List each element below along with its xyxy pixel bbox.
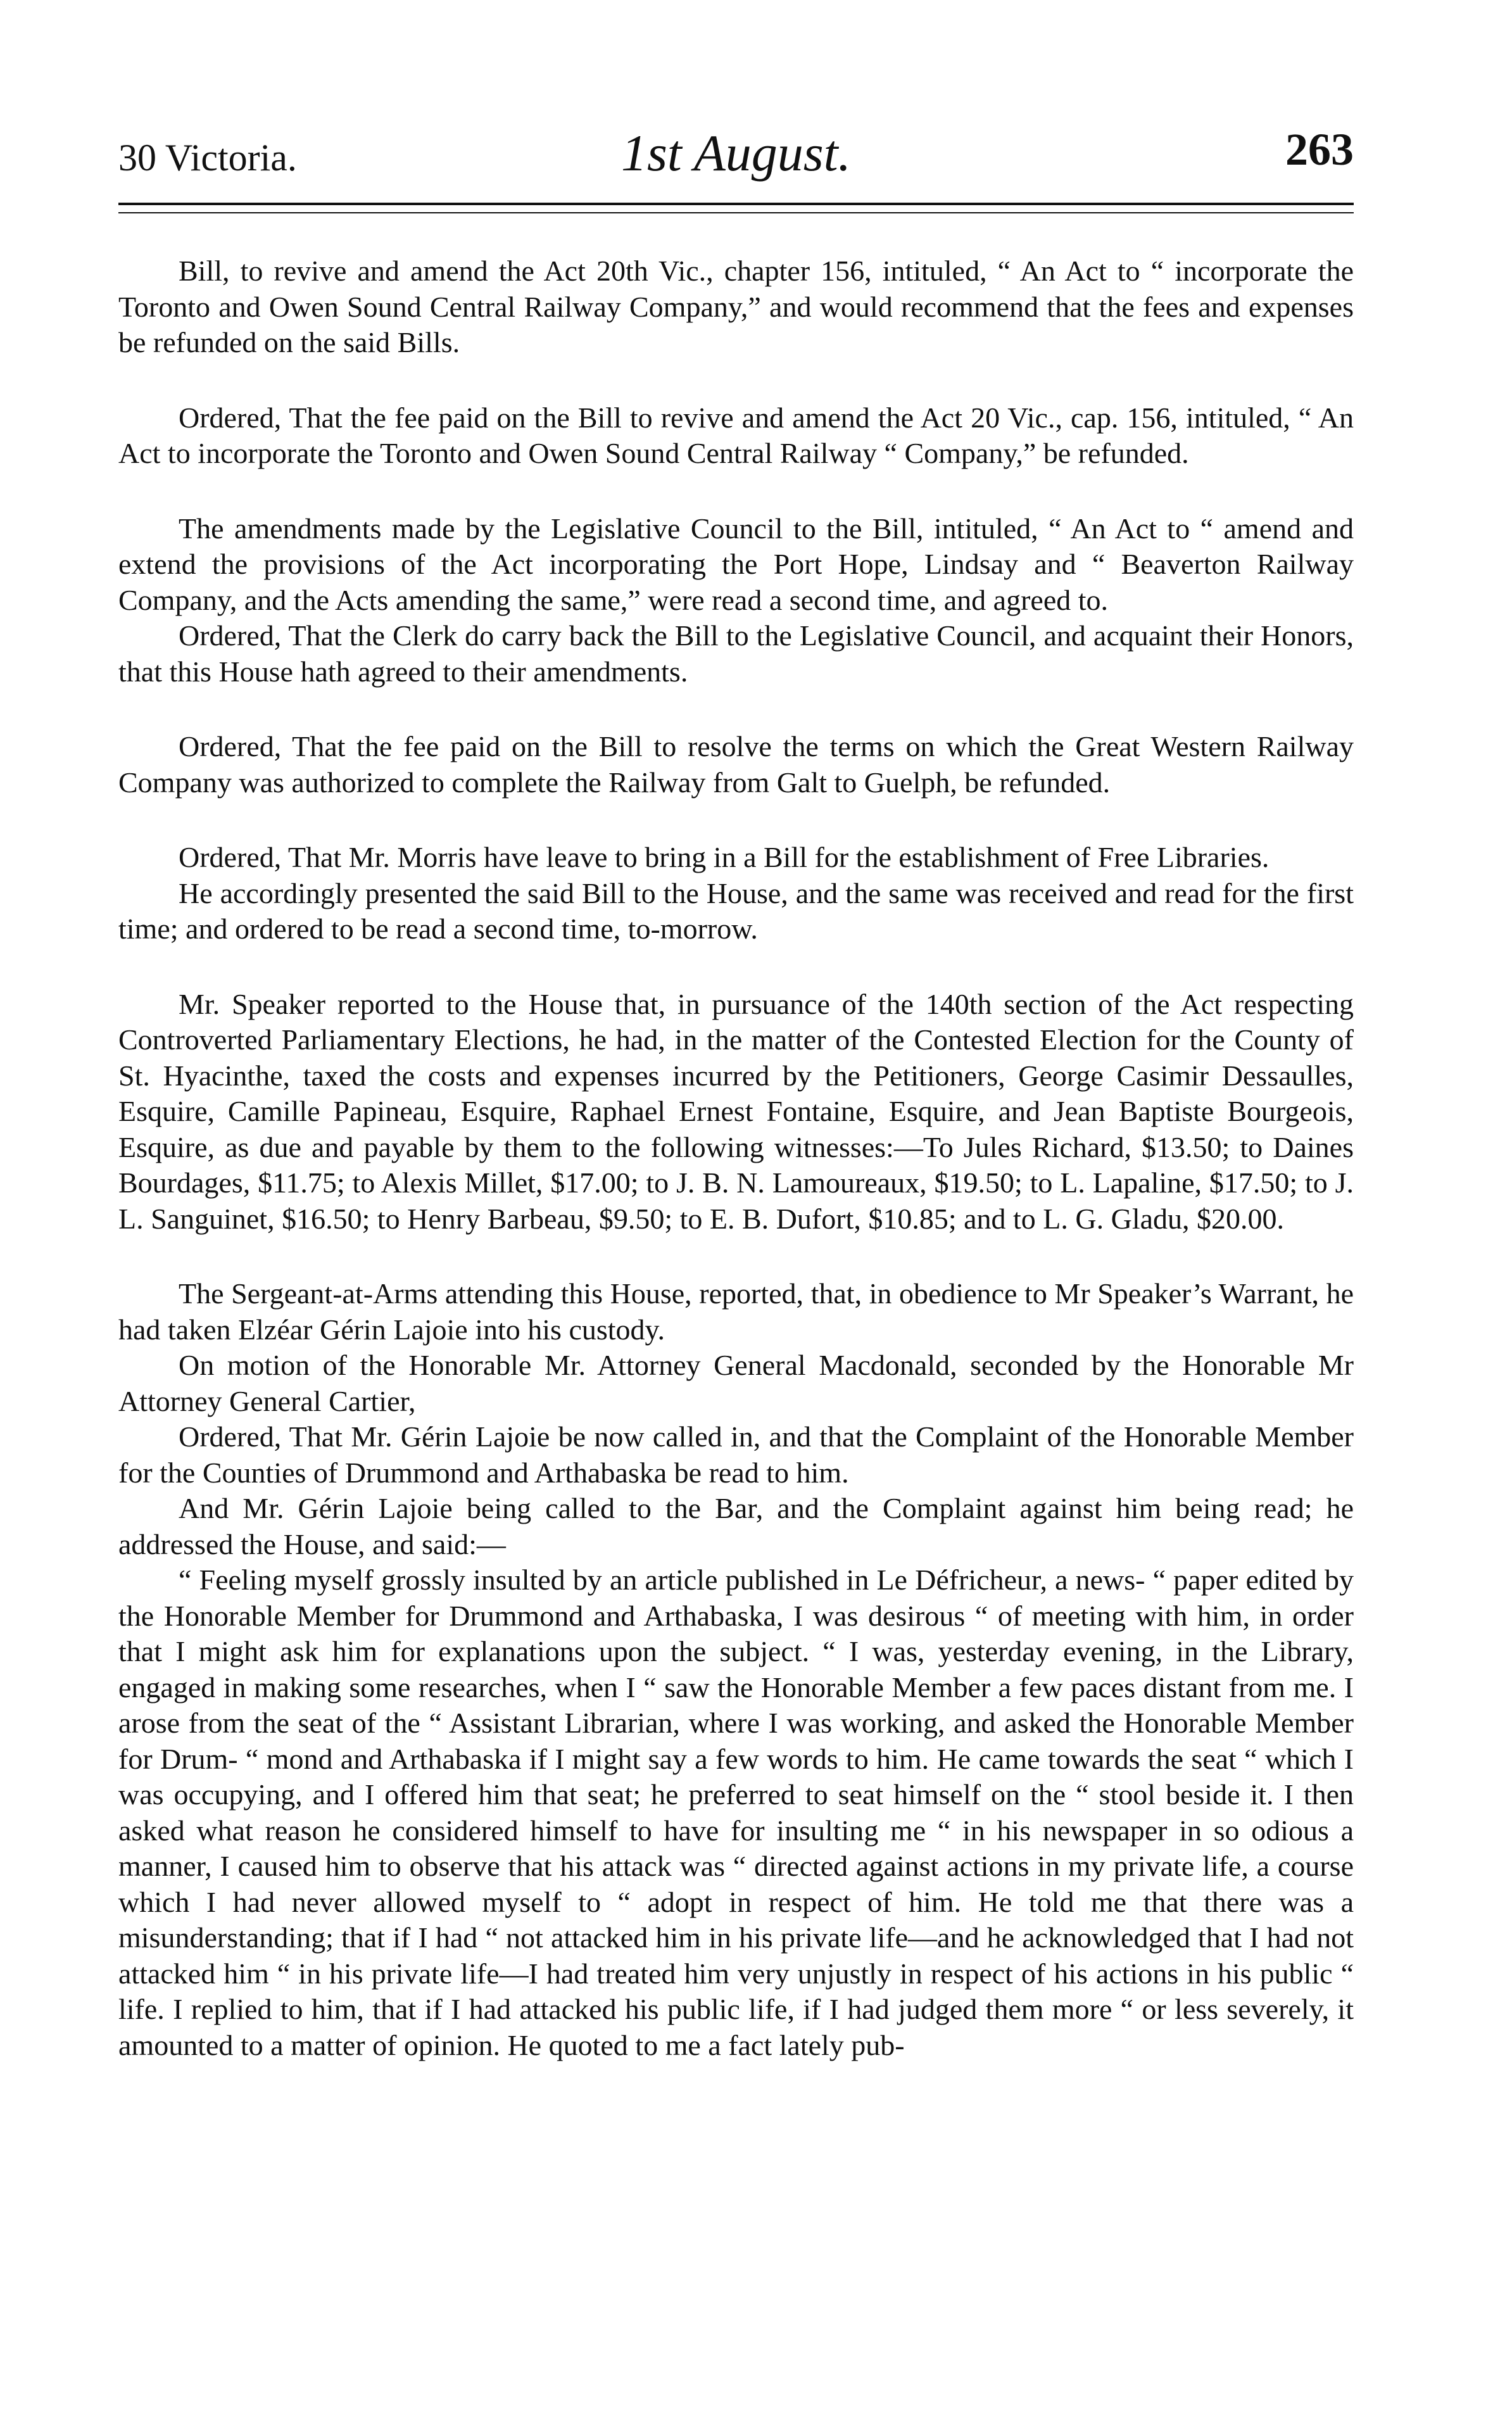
paragraph-speaker-report: Mr. Speaker reported to the House that, in pursuance of the 140th section of the Act respecting Controverted Parliamentary Elections, he had, in the matter of the Contested Election for the County of St. Hyacinthe, taxed the costs and expenses incurred by the Petitioners, George Casimir Dessaulles, Esquire, Camille Papineau, Esquire, Raphael Ernest Fontaine, Esquire, and Jean Baptiste Bourgeois, Esquire, as due and payable by them to the following witnesses:—To Jules Richard, $13.50; to Daines Bourdages, $11.75; to Alexis Millet, $17.00; to J. B. N. Lamoureaux, $19.50; to L. Lapaline, $17.50; to J. L. Sanguinet, $16.50; to Henry Barbeau, $9.50; to E. B. Dufort, $10.85; and to L. G. Gladu, $20.00. bbox=[118, 987, 1354, 1235]
header-regnal-year: 30 Victoria. bbox=[118, 137, 297, 179]
page-header bbox=[118, 123, 1354, 187]
paragraph-order-fee-refund: Ordered, That the fee paid on the Bill to revive and amend the Act 20 Vic., cap. 156, intituled, “ An Act to incorporate the Toronto and Owen Sound Central Railway “ Company,” be refunded. bbox=[118, 401, 1354, 469]
paragraph-order-free-libraries: Ordered, That Mr. Morris have leave to bring in a Bill for the establishment of Free Libraries. bbox=[179, 841, 1269, 873]
paragraph-order-clerk: Ordered, That the Clerk do carry back the Bill to the Legislative Council, and acquaint their Honors, that this House hath agreed to their amendments. bbox=[118, 619, 1354, 688]
paragraph-called-to-bar: And Mr. Gérin Lajoie being called to the Bar, and the Complaint against him being read; he addressed the House, and said:— bbox=[118, 1492, 1354, 1560]
header-rule-thin bbox=[118, 212, 1354, 213]
header-date: 1st August. bbox=[621, 124, 851, 182]
paragraph-order-great-western: Ordered, That the fee paid on the Bill to resolve the terms on which the Great Western Railway Company was authorized to complete the Railway from Galt to Guelph, be refunded. bbox=[118, 730, 1354, 799]
paragraph-statement-quote: “ Feeling myself grossly insulted by an article published in Le Défricheur, a news- “ paper edited by the Honorable Member for Drummond and Arthabaska, I was desirous “ of meeting with him, in order that I might ask him for explanations upon the subject. “ I was, yesterday evening, in the Library, engaged in making some researches, when I “ saw the Honorable Member a few paces distant from me. I arose from the seat of the “ Assistant Librarian, where I was working, and asked the Honorable Member for Drum- “ mond and Arthabaska if I might say a few words to him. He came towards the seat “ which I was occupying, and I offered him that seat; he preferred to seat himself on the “ stool beside it. I then asked what reason he considered himself to have for insulting me “ in his newspaper in so odious a manner, I caused him to observe that his attack was “ directed against actions in my private life, a course which I had never allowed myself to “ adopt in respect of him. He told me that there was a misunderstanding; that if I had “ not attacked him in his private life—and he acknowledged that I had not attacked him “ in his private life—I had treated him very unjustly in respect of his actions in his public “ life. I replied to him, that if I had attacked his public life, if I had judged them more “ or less severely, it amounted to a matter of opinion. He quoted to me a fact lately pub- bbox=[118, 1564, 1354, 2061]
paragraph-order-called-in: Ordered, That Mr. Gérin Lajoie be now called in, and that the Complaint of the Honorable Member for the Counties of Drummond and Arthabaska be read to him. bbox=[118, 1420, 1354, 1489]
paragraph-port-hope-amendments: The amendments made by the Legislative Council to the Bill, intituled, “ An Act to “ amend and extend the provisions of the Act incorporating the Port Hope, Lindsay and “ Beaverton Railway Company, and the Acts amending the same,” were read a second time, and agreed to. bbox=[118, 512, 1354, 616]
header-rule-thick bbox=[118, 203, 1354, 205]
page-number: 263 bbox=[1285, 124, 1354, 175]
paragraph-bill-presented: He accordingly presented the said Bill to the House, and the same was received and read for the first time; and ordered to be read a second time, to-morrow. bbox=[118, 876, 1354, 945]
paragraph-sergeant-at-arms: The Sergeant-at-Arms attending this House, reported, that, in obedience to Mr Speaker’s Warrant, he had taken Elzéar Gérin Lajoie into his custody. bbox=[118, 1277, 1354, 1346]
paragraph-motion: On motion of the Honorable Mr. Attorney General Macdonald, seconded by the Honorable Mr Attorney General Cartier, bbox=[118, 1349, 1354, 1417]
body-text bbox=[118, 253, 1354, 2063]
paragraph-bill-toronto-owen-sound: Bill, to revive and amend the Act 20th Vic., chapter 156, intituled, “ An Act to “ incorporate the Toronto and Owen Sound Central Railway Company,” and would recommend that the fees and expenses be refunded on the said Bills. bbox=[118, 255, 1354, 358]
